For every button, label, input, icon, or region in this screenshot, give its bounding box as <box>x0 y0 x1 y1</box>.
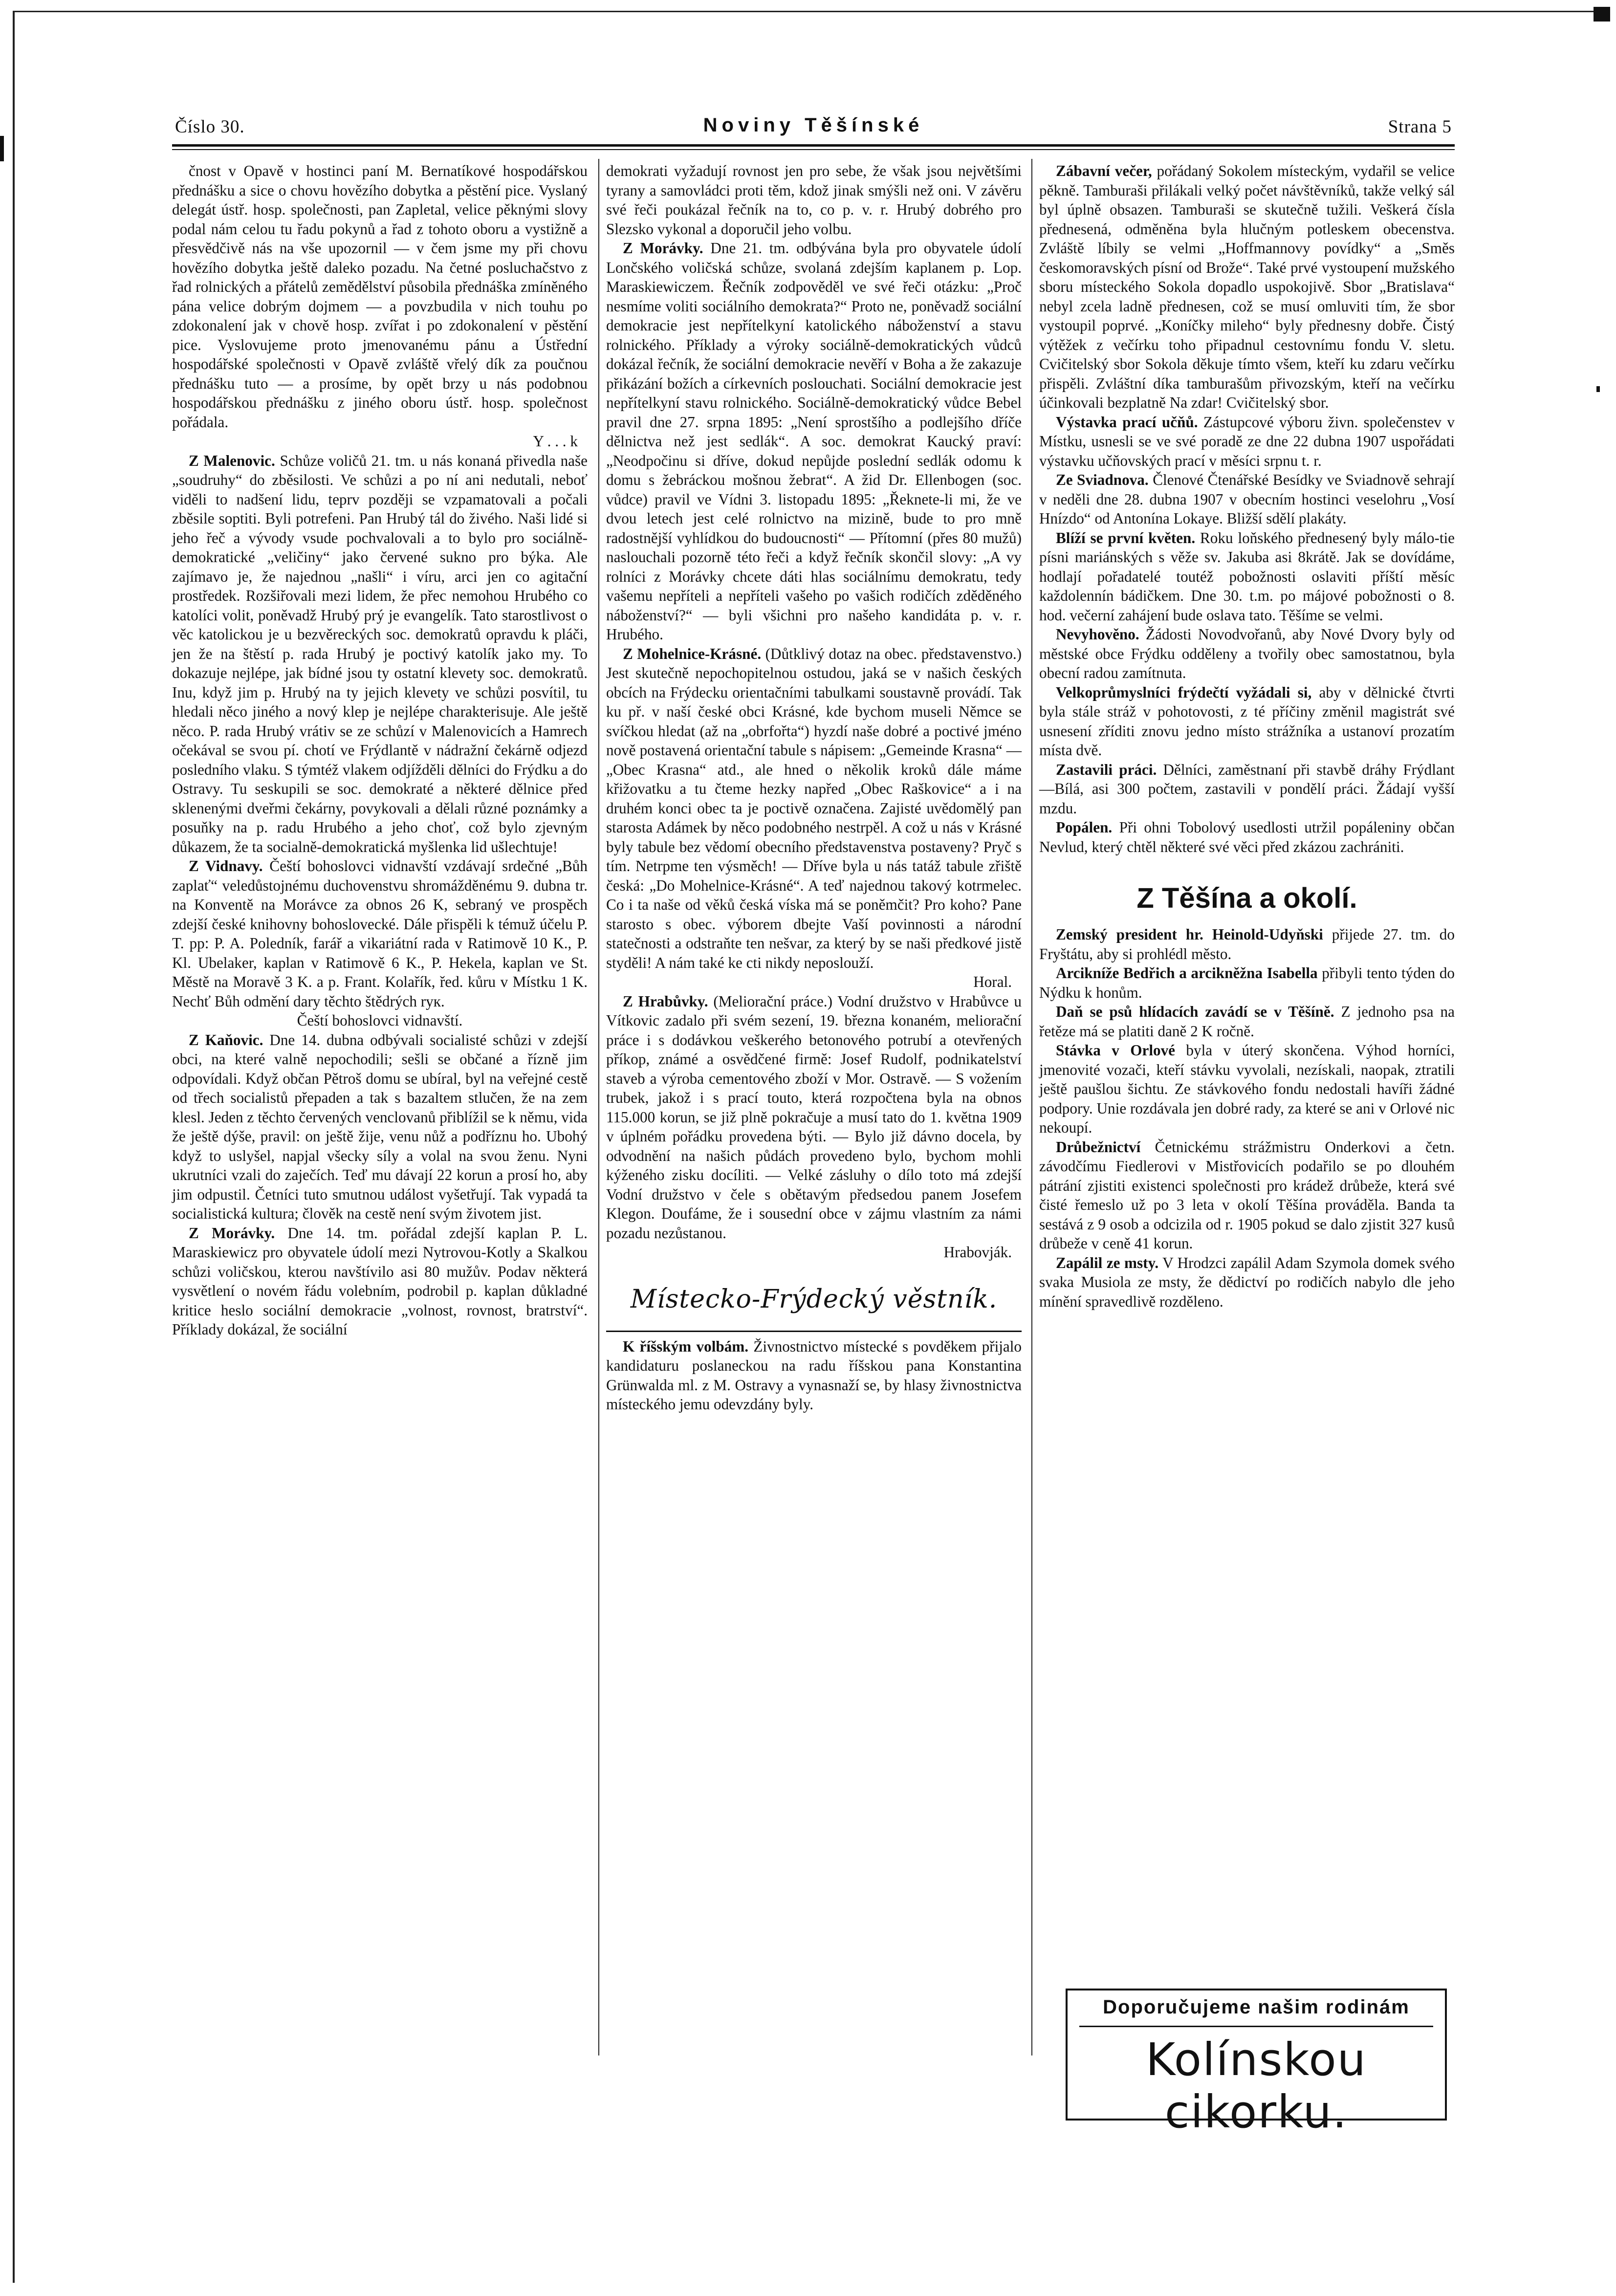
article-paragraph <box>1039 818 1455 856</box>
article-paragraph <box>1039 963 1455 1002</box>
article-paragraph <box>172 1224 588 1339</box>
article-lead: Ze Sviadnova. <box>1056 471 1149 488</box>
article-text: V Hrodzci zapálil Adam Szymola domek svého svaka Musiola ze msty, že dědictví po rodičích nabylo dle jeho mínění spravedlivě rozděleno. <box>1039 1254 1455 1310</box>
header-rule-thin <box>172 149 1455 150</box>
article-lead: Popálen. <box>1056 819 1113 836</box>
article-paragraph <box>1039 413 1455 471</box>
article-text: Roku loňského přednesený byly málo-tie písni mariánských s věže sv. Jakuba asi 8krátě. Jak se dovídáme, hodlají pořadatelé toutéž pobožnosti oslaviti příští měsíc každolennín bádičkem. Dne 30. t.m. po májové pobožnosti o 8. hod. večerní zahájení bude oslava tato. Těšíme se velmi. <box>1039 529 1455 624</box>
article-paragraph <box>172 1030 588 1224</box>
article-text: pořádaný Sokolem místeckým, vydařil se velice pěkně. Tamburaši přilákali velký počet návštěvníků, takže velký sál byl úplně obsazen. Tamburaši se skutečně tužili. Veškerá čísla přednesená, odměněna byla hlučným potleskem obecenstva. Zvláště líbily se velmi „Hoffmannovy povídky“ a „Směs českomoravských písní od Brože“. Také prvé vystoupení mužského sboru místeckého Sokola dopadlo uspokojivě. Sbor „Bratislava“ nebyl zcela ladně přednesen, což se musí omluviti tím, že sbor vystoupil poprvé. „Koníčky mileho“ byly přednesny dobře. Čistý výtěžek z večírku toho připadnul cestovnímu fondu V. sletu. Cvičitelský sbor Sokola děkuje tímto všem, kteří ku zdaru večírku přispěli. Zvláštní díka tamburašům přivozským, kteří na večírku účinkovali bezplatně Na zdar! Cvičitelský sbor. <box>1039 162 1455 411</box>
article-paragraph <box>172 451 588 857</box>
article-text: Četnickému strážmistru Onderkovi a četn. závodčímu Fiedlerovi v Mistřovicích podařilo se po dlouhém pátrání zjistiti existenci společnosti pro krádež drůbeže, která své čisté řemeslo už po 3 leta v okolí Těšína prováděla. Banda ta sestává z 9 osob a odcizila od r. 1905 pokud se dalo zjistit 327 kusů drůbeže v ceně 41 korun. <box>1039 1138 1455 1252</box>
article-paragraph <box>1039 683 1455 760</box>
article-text: čnost v Opavě v hostinci paní M. Bernatíkové hospodářskou přednášku a sice o chovu hovězího dobytka a pěstění pice. Vyslaný delegát ústř. hosp. společnosti, pan Zapletal, velice pěknými slovy podal nám celou tu řadu pokynů a řad z tohoto oboru a vystižně a přesvědčivě nás na vše upozornil — v čem jsme my při chovu hovězího dobytka ještě daleko pozadu. Na četné posluchačstvo z řad rolnických a přátelů zemědělství působila přednáška zmíněného pána velice dobrým dojmem — a povzbudila v nich touhu po zdokonalení jak v chově hosp. zvířat i po zdokonalení v pěstění pice. Vyslovujeme proto jmenovanému pánu a Ústřední hospodářské společnosti v Opavě zvláště vřelý dík za poučnou přednášku tuto — a prosíme, by opět brzy u nás podobnou hospodářskou přednášku z jiného oboru ústř. hosp. společnost pořádala. <box>172 162 588 431</box>
article-lead: Z Morávky. <box>623 240 703 257</box>
article-text: Dne 21. tm. odbývána byla pro obyvatele údolí Lončského voličská schůze, svolaná zdejším kaplanem p. Lop. Maraskiewiczem. Řečník zodpověděl ve své řeči otázku: „Proč nesmíme voliti sociálního demokrata?“ Proto ne, poněvadž sociální demokracie jest nepřítelkyní katolického náboženství a stavu rolnického. Příklady a výroky sociálně-demokratických vůdců dokázal řečník, že sociální demokracie nevěří v Boha a že zakazuje přikázání božích a církevních poslouchati. Sociální demokracie jest nepřítelkyní stavu rolnického. Sociálně-demokratický vůdce Bebel pravil dne 27. srpna 1895: „Není sprostšího a podlejšího dříče dělnictva než jest sedlák“. A soc. demokrat Kaucký praví: „Neodpočinu si dříve, dokud nepůjde poslední sedlák odomu k domu s žebráckou mošnou žebrat“. A žid Dr. Ellenbogen (soc. vůdce) pravil ve Vídni 3. listopadu 1895: „Řeknete-li mi, že ve dvou letech jest celé rolnictvo na mizině, bude to pro mně radostnější vyhlídkou do budoucnosti“ — Přítomní (přes 80 mužů) naslouchali pozorně této řeči a když řečník skončil slovy: „A vy rolníci z Morávky chcete dáti hlas sociálnímu demokratu, tedy vašemu nepříteli a nepříteli vašeho po vašich rodičích zděděného náboženství?“ — byli všichni pro našeho kandidáta p. v. r. Hrubého. <box>606 240 1022 643</box>
article-text: přibyli tento týden do Nýdku k honům. <box>1039 964 1455 1001</box>
article-lead: Zemský president hr. Heinold-Udyňski <box>1056 926 1323 943</box>
chicory-advertisement <box>1066 1989 1447 2138</box>
article-lead: Z Kaňovic. <box>189 1031 263 1049</box>
column-1 <box>172 161 588 1339</box>
column-divider <box>1031 159 1032 2055</box>
article-paragraph <box>1039 1041 1455 1137</box>
article-text: Dne 14. tm. pořádal zdejší kaplan P. L. Maraskiewicz pro obyvatele údolí mezi Nytrovou-Kotly a Skalkou schůzi voličskou, kterou navštívilo asi 80 mužův. Podav některá vysvětlení o novém řádu volebním, podrobil p. kaplan důkladné kritice heslo sociální demokracie „volnost, rovnost, bratrství“. Příklady dokázal, že sociální <box>172 1224 588 1338</box>
article-lead: K říšským volbám. <box>623 1337 749 1355</box>
section-heading: Místecko-Frýdecký věstník. <box>630 1284 998 1314</box>
article-paragraph <box>1039 528 1455 625</box>
article-text: demokrati vyžadují rovnost jen pro sebe, že však jsou největšími tyrany a samovládci proti těm, kdož jinak smýšli než oni. V závěru své řeči poukázal řečník na to, co p. v. r. Hrubý dobrého pro Slezsko vykonal a doporučil jeho volbu. <box>606 162 1022 238</box>
article-signature: Hrabovják. <box>943 1244 1012 1261</box>
margin-speck <box>1596 386 1600 392</box>
article-text: Členové Čtenářské Besídky ve Sviadnově sehrají v neděli dne 28. dubna 1907 v obecním hostinci veselohru „Vosí Hnízdo“ od Antonína Lokaye. Bližší sdělí plakáty. <box>1039 471 1455 527</box>
article-paragraph <box>1039 1002 1455 1041</box>
article-text: Dělníci, zaměstnaní při stavbě dráhy Frýdlant —Bílá, asi 300 počtem, zastavili v pondělí práci. Žádají vyšší mzdu. <box>1039 761 1455 817</box>
article-text: Zástupcové výboru živn. společenstev v Místku, usnesli se ve své poradě ze dne 22 dubna 1907 uspořádati výstavku učňovských prací v měsíci srpnu t. r. <box>1039 413 1455 469</box>
article-text: Živnostnictvo místecké s povděkem přijalo kandidaturu poslaneckou na radu říšskou pana Konstantina Grünwalda ml. z M. Ostravy a vynasnaží se, by hlasy živnostnictva místeckého jemu odevzdány byly. <box>606 1337 1022 1413</box>
issue-number: Číslo 30. <box>175 117 245 137</box>
article-signature: Y . . . k <box>533 433 578 450</box>
newspaper-title: Noviny Těšínské <box>703 114 924 136</box>
article-text: byla v úterý skončena. Výhod horníci, jmenovité vozači, kteří stávku vyvolali, nezískali, naopak, ztratili ještě paušlou šichtu. Ze stávkového fondu nedostali havíři žádné podpory. Unie rozdávala jen dobré rady, za které se ani v Orlové nic nekoupí. <box>1039 1042 1455 1136</box>
article-paragraph <box>1039 760 1455 818</box>
masthead <box>175 116 1452 141</box>
article-text: Žádosti Novodvořanů, aby Nové Dvory byly od městské obce Frýdku odděleny a tvořily obec samostatnou, byla obecní radou zamítnuta. <box>1039 626 1455 681</box>
article-lead: Velkoprůmyslníci frýdečtí vyžádali si, <box>1056 683 1312 701</box>
article-paragraph <box>606 1337 1022 1414</box>
column-2 <box>606 161 1022 1414</box>
article-paragraph <box>1039 161 1455 413</box>
article-paragraph <box>606 239 1022 644</box>
article-lead: Výstavka prací učňů. <box>1056 413 1198 431</box>
article-paragraph <box>606 992 1022 1243</box>
article-lead: Stávka v Orlové <box>1056 1042 1176 1059</box>
article-lead: Z Malenovic. <box>189 452 275 469</box>
article-paragraph <box>172 161 588 432</box>
article-lead: Z Morávky. <box>189 1224 275 1242</box>
article-text: (Meliorační práce.) Vodní družstvo v Hrabůvce u Vítkovic zadalo při svém sezení, 19. března konaném, meliorační práce i s dodávkou veškerého betonového potrubí a otevřených příkop, známé a osvědčené firmě: Josef Rudolf, podnikatelství staveb a výroba cementového zboží v Mor. Ostravě. — S vožením trubek, jakož i s prací touto, která rozpočtena byla na obnos 115.000 korun, se již plně pokračuje a musí tato do 1. května 1909 v úplném pořádku provedena býti. — Bylo již dávno docela, by odvodnění na našich půdách provedeno bylo, bychom mohli kýženého zisku docíliti. — Velké zásluhy o dílo toto má zdejší Vodní družstvo v čele s obětavým předsedou panem Josefem Klegon. Doufáme, že i sousední obce v zájmu vlastním za námi pozadu nezůstanou. <box>606 992 1022 1242</box>
article-lead: Z Hrabůvky. <box>623 992 708 1010</box>
article-lead: Zastavili práci. <box>1056 761 1157 778</box>
article-paragraph <box>1039 925 1455 963</box>
ad-headline: Doporučujeme našim rodinám <box>1103 1996 1410 2018</box>
section-rule <box>606 1331 1022 1332</box>
article-lead: Arcikníže Bedřich a arcikněžna Isabella <box>1056 964 1318 982</box>
article-paragraph <box>1039 1137 1455 1253</box>
article-lead: Z Mohelnice-Krásné. <box>623 645 762 662</box>
ad-rule <box>1079 2026 1433 2027</box>
article-lead: Daň se psů hlídacích zavádí se v Těšíně. <box>1056 1003 1334 1020</box>
article-lead: Zábavní večer, <box>1056 162 1152 179</box>
article-lead: Z Vidnavy. <box>189 857 263 875</box>
article-text: Čeští bohoslovci vidnavští vzdávají srdečné „Bůh zaplať“ veledůstojnému duchovenstvu shromážděnému 9. dubna tr. na Konventě na Morávce za obnos 26 K, sebraný ve prospěch zdejší české knihovny bohoslovecké. Dále přispěli k témuž účelu P. T. pp: P. A. Poledník, farář a vikariátní rada v Ratimově 10 K., P. Kl. Ubelaker, kaplan v Ratimově 6 K., P. Hekela, kaplan ve St. Městě na Moravě 3 K. a p. Frant. Kolařík, řed. kůru v Místku 1 K. Nechť Bůh odmění dary těchto štědrých rук. <box>172 857 588 1010</box>
article-text: Z jednoho psa na řetěze má se platiti daně 2 K ročně. <box>1039 1003 1455 1040</box>
article-lead: Drůbežnictví <box>1056 1138 1141 1156</box>
article-lead: Nevyhověno. <box>1056 626 1139 643</box>
scan-corner-mark <box>1594 7 1610 22</box>
article-lead: Blíží se první květen. <box>1056 529 1196 547</box>
article-text: Při ohni Tobolový usedlosti utržil popáleniny občan Nevlud, který chtěl některé své věci před zkázou zachrániti. <box>1039 819 1455 855</box>
article-text: Dne 14. dubna odbývali socialisté schůzi v zdejší obci, na které valně nepochodili; sešli se občané a řízně jim odpovídali. Když občan Pětroš domu se ubíral, byl na veřejné cestě od třech socialistů přepaden a tak s bazaltem stlučen, že na zem klesl. Jeden z těchto červených venclovanů přiblížil se k němu, vida že ještě dýše, pravil: on ještě žije, venu nůž a podříznu ho. Ubohý když to uslyšel, napjal všecky síly a volal na svou ženu. Nyni ukrutníci vzali do zaječích. Teď mu dávají 22 korun a prosí ho, aby jim odpustil. Četníci tuto smutnou událost vyšetřují. Tak vypadá ta socialistická kultura; člověk na cestě není svým životem jist. <box>172 1031 588 1222</box>
article-paragraph <box>1039 470 1455 528</box>
article-text: Schůze voličů 21. tm. u nás konaná přivedla naše „soudruhy“ do zběsilosti. Ve schůzi a po ní ani nedutali, neboť viděli to nadšení lidu, teprv později se vzpamatovali a počali zběsile soptiti. Byli potrefeni. Pan Hrubý tál do živého. Naši lidé si jeho řeč a vývody vsude pochvalovali a to bylo pro sociálně-demokratické „veličiny“ jako červené sukno pro býka. Ale zajímavo je, že najednou „našli“ i víru, arci jen co agitační prostředek. Rozšiřovali mezi lidem, že přec nemohou Hrubého co katolíci volit, poněvadž Hrubý prý je evangelík. Tato starostlivost o věc katolickou je u bezvěreckých soc. demokratů opravdu k pláči, jen že na štěstí p. rada Hrubý je poctivý katolík jako my. To dokazuje nejlépe, jak bídné jsou ty ostatní klevety soc. demokratů. Inu, když jim p. Hrubý na ty jejich klevety ve schůzi posvítil, tu hledali něco jiného a nový klep je nejlépe charakterisuje. Ale ještě něco. P. rada Hrubý vrátiv se ze schůzí v Malenovicích a Hamrech očekával se svou pí. chotí ve Frýdlantě v nádražní čekárně odjezd posledního vlaku. S týmtéž vlakem odjížděli dělníci do Frýdku a do Ostravy. Tu seskupili se soc. demokraté a některé dělnice před sklenenými dveřmi čekárny, povykovali a dělali různé poznámky a posuňky na p. radu Hrubého a jeho choť, což bylo zjevným důkazem, že ta socialně-demokratická myšlenka lid ušlechtuje! <box>172 452 588 855</box>
article-signature: Čeští bohoslovci vidnavští. <box>297 1012 463 1029</box>
page-number: Strana 5 <box>1388 117 1452 137</box>
article-paragraph <box>606 161 1022 239</box>
article-text: přijede 27. tm. do Fryštátu, aby si prohlédl město. <box>1039 926 1455 962</box>
article-text: aby v dělnické čtvrti byla stále stráž v pohotovosti, z té příčiny změnil magistrát své usnesení zříditi znovu jedno místo strážníka a ustanoví prozatím místa dvě. <box>1039 683 1455 759</box>
ad-product: Kolínskou cikorku. <box>1146 2034 1367 2138</box>
header-rule <box>172 144 1455 147</box>
binding-mark <box>0 136 4 161</box>
article-paragraph <box>606 644 1022 973</box>
section-heading: Z Těšína a okolí. <box>1136 882 1357 914</box>
article-paragraph <box>1039 1253 1455 1312</box>
article-signature: Horal. <box>973 973 1012 990</box>
article-paragraph <box>1039 625 1455 683</box>
column-divider <box>598 159 599 2055</box>
article-text: (Důtklivý dotaz na obec. představenstvo.) Jest skutečně nepochopitelnou ostudou, jaká se v našich českých obcích na Frýdecku orientačními tabulkami soustavně provádí. Tak ku př. v naší české obci Krásné, kde bychom museli Němce se svíčkou hledat (až na „obrfořta“) hyzdí naše dobré a poctivé jméno nově postavená orientační tabule s nápisem: „Gemeinde Krasna“ — „Obec Krasna“ atd., ale hned o několik kroků dále máme křižovatku a tu čteme hezky napřed „Obec Raškovice“ a i na druhém konci obec ta je poctivě označena. Zajisté uvědomělý pan starosta Adámek by něco podobného nestrpěl. A což u nás v Krásné byly tabule bez vědomí obecního představenstva postaveny? Pryč s tím. Netrpme ten výsměch! — Dříve byla u nás tatáž tabule zřiště česká: „Do Mohelnice-Krásné“. A teď najednou takový kotrmelec. Co i ta naše od věků česká víska má se poněmčit? Pro koho? Pane starosto s obec. výborem dbejte Vaší povinnosti a národní statečnosti a odstraňte ten nešvar, za který by se naši předkové jistě styděli! A nám také ke cti nikdy neposlouží. <box>606 645 1022 971</box>
article-paragraph <box>172 856 588 1011</box>
column-3 <box>1039 161 1455 1311</box>
article-lead: Zapálil ze msty. <box>1056 1254 1159 1271</box>
